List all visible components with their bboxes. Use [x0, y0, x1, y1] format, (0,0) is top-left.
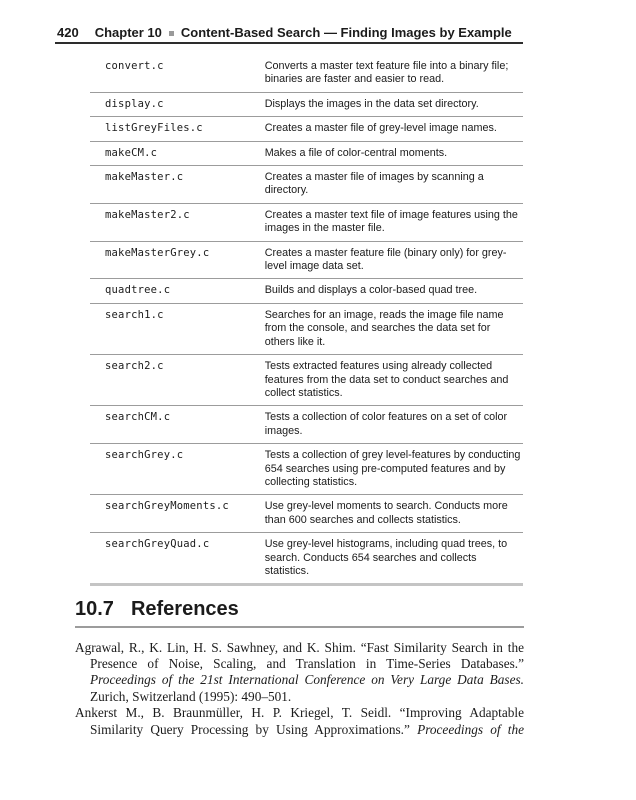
table-row — [90, 203, 523, 241]
file-name: searchGreyMoments.c — [90, 495, 265, 533]
file-description: Displays the images in the data set directory. — [265, 92, 523, 116]
table-row — [90, 117, 523, 141]
file-description: Builds and displays a color-based quad tree. — [265, 279, 523, 303]
file-description: Creates a master file of grey-level image names. — [265, 117, 523, 141]
table-row — [90, 55, 523, 92]
table-row — [90, 533, 523, 585]
file-name: display.c — [90, 92, 265, 116]
file-name: searchGrey.c — [90, 444, 265, 495]
page-number: 420 — [57, 25, 79, 40]
table-row — [90, 495, 523, 533]
table-row — [90, 355, 523, 406]
file-description: Creates a master file of images by scanning a directory. — [265, 166, 523, 204]
file-name: searchCM.c — [90, 406, 265, 444]
reference-entry — [75, 705, 524, 738]
table-row — [90, 92, 523, 116]
file-name: makeMaster.c — [90, 166, 265, 204]
reference-text: Ankerst M., B. Braunmüller, H. P. Kriegel, T. Seidl. “Improving Adaptable Similarity Query Processing by Using Approximations.” — [75, 705, 524, 737]
section-number: 10.7 — [75, 598, 114, 620]
file-name: makeCM.c — [90, 141, 265, 165]
file-description: Tests a collection of grey level-features by conducting 654 searches using pre-computed features and by collecting statistics. — [265, 444, 523, 495]
file-description: Searches for an image, reads the image file name from the console, and searches the data set for others like it. — [265, 303, 523, 354]
reference-entry — [75, 640, 524, 706]
chapter-label: Chapter 10 — [94, 25, 162, 40]
file-description: Use grey-level histograms, including quad trees, to search. Conducts 654 searches and collects statistics. — [265, 533, 523, 585]
section-heading-rule — [75, 626, 524, 628]
table-row — [90, 241, 523, 279]
file-description: Creates a master feature file (binary only) for grey-level image data set. — [265, 241, 523, 279]
file-name: listGreyFiles.c — [90, 117, 265, 141]
running-header — [57, 26, 523, 40]
table-row — [90, 166, 523, 204]
file-description: Makes a file of color-central moments. — [265, 141, 523, 165]
file-name: makeMaster2.c — [90, 203, 265, 241]
file-description: Tests extracted features using already collected features from the data set to conduct searches and collect statistics. — [265, 355, 523, 406]
table-row — [90, 444, 523, 495]
table-row — [90, 303, 523, 354]
square-separator-icon — [169, 31, 174, 36]
reference-list — [75, 640, 524, 738]
chapter-title: Content-Based Search — Finding Images by Example — [180, 25, 512, 40]
file-name: searchGreyQuad.c — [90, 533, 265, 585]
file-name: quadtree.c — [90, 279, 265, 303]
file-description: Use grey-level moments to search. Conducts more than 600 searches and collects statistics. — [265, 495, 523, 533]
reference-venue: Proceedings of the — [417, 721, 524, 737]
table-row — [90, 279, 523, 303]
file-description: Tests a collection of color features on a set of color images. — [265, 406, 523, 444]
reference-text: Agrawal, R., K. Lin, H. S. Sawhney, and K. Shim. “Fast Similarity Search in the Presence of Noise, Scaling, and Translation in Time-Series Databases.” — [75, 639, 524, 671]
file-name: makeMasterGrey.c — [90, 241, 265, 279]
table-row — [90, 141, 523, 165]
header-rule — [55, 42, 523, 44]
file-name: search2.c — [90, 355, 265, 406]
table-row — [90, 406, 523, 444]
references-section — [75, 597, 524, 738]
reference-venue: Proceedings of the 21st International Conference on Very Large Data Bases. — [90, 672, 524, 688]
file-description: Converts a master text feature file into a binary file; binaries are faster and easier to read. — [265, 55, 523, 92]
section-title: References — [130, 598, 239, 620]
reference-tail: Zurich, Switzerland (1995): 490–501. — [90, 688, 292, 704]
file-name: convert.c — [90, 55, 265, 92]
section-heading — [75, 597, 524, 621]
source-files-table — [90, 55, 523, 586]
file-description: Creates a master text file of image features using the images in the master file. — [265, 203, 523, 241]
file-name: search1.c — [90, 303, 265, 354]
